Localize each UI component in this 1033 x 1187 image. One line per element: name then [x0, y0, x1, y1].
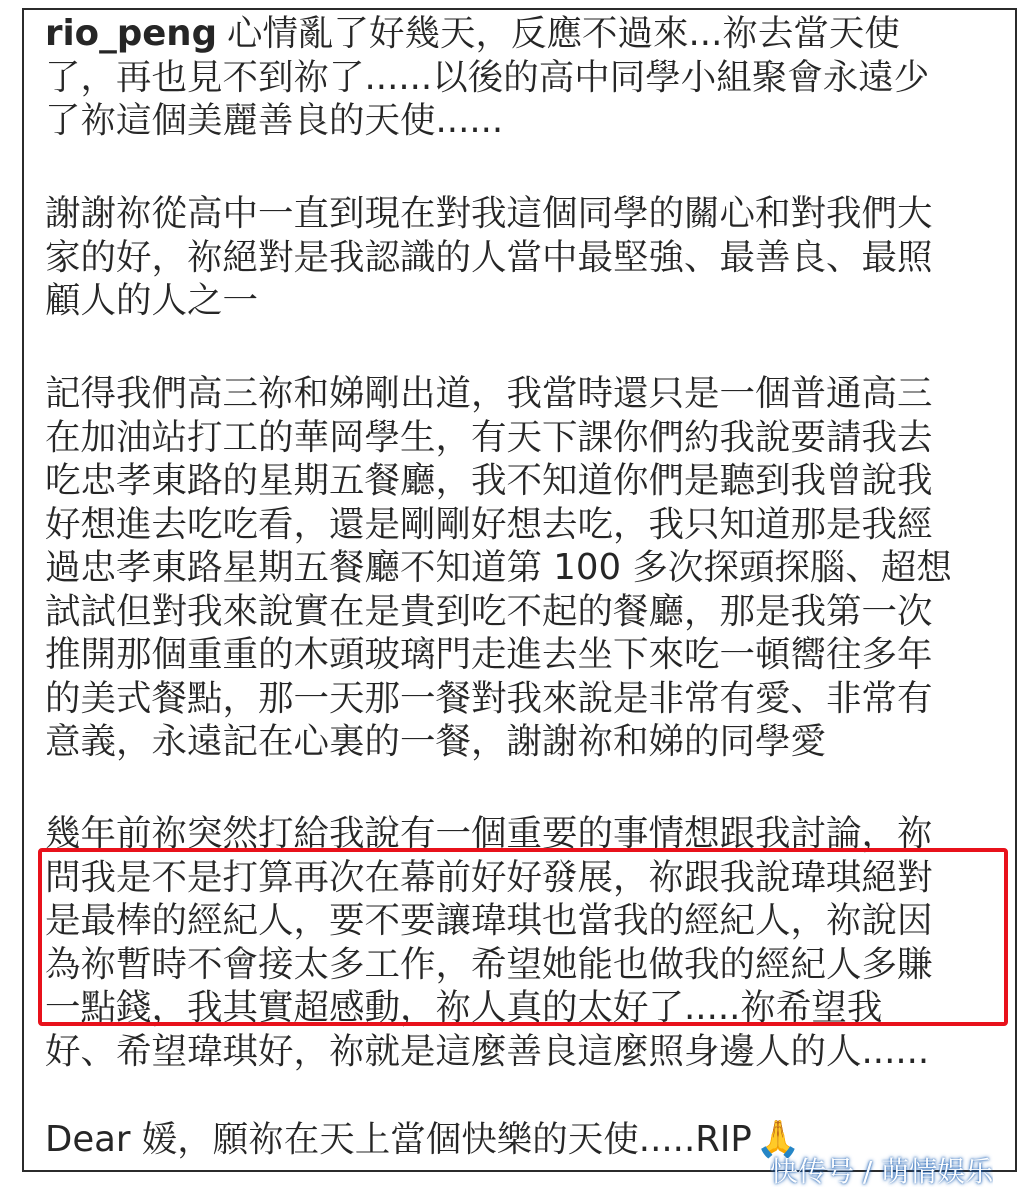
caption-line: 了祢這個美麗善良的天使......: [45, 100, 504, 141]
caption-line: 家的好，祢絕對是我認識的人當中最堅強、最善良、最照: [45, 236, 933, 278]
caption-line: 過忠孝東路星期五餐廳不知道第 100 多次探頭探腦、超想: [45, 547, 952, 588]
username[interactable]: rio_peng: [45, 13, 217, 54]
caption-paragraph-3: [45, 372, 1005, 764]
caption-line: 在加油站打工的華岡學生，有天下課你們約我說要請我去: [45, 416, 933, 458]
caption-text: 心情亂了好幾天，反應不過來...祢去當天使: [227, 13, 900, 54]
caption-line: 問我是不是打算再次在幕前好好發展，祢跟我說瑋琪絕對: [45, 856, 933, 898]
caption-line: 謝謝祢從高中一直到現在對我這個同學的關心和對我們大: [45, 193, 933, 234]
caption-line: 好、希望瑋琪好，祢就是這麼善良這麼照身邊人的人......: [45, 1030, 930, 1072]
caption-line: 記得我們高三祢和娣剛出道，我當時還只是一個普通高三: [45, 373, 933, 414]
caption-text: Dear 媛，願祢在天上當個快樂的天使.....RIP: [45, 1119, 752, 1160]
caption-line: 推開那個重重的木頭玻璃門走進去坐下來吃一頓嚮往多年: [45, 634, 933, 675]
caption-line: 試試但對我來說實在是貴到吃不起的餐廳，那是我第一次: [45, 590, 933, 632]
watermark: 快传号 / 萌情娱乐: [770, 1155, 994, 1187]
caption-line: 意義，永遠記在心裏的一餐，謝謝祢和娣的同學愛: [45, 721, 827, 762]
caption-line: 的美式餐點，那一天那一餐對我來說是非常有愛、非常有: [45, 677, 933, 719]
caption-line: 吃忠孝東路的星期五餐廳，我不知道你們是聽到我曾說我: [45, 460, 933, 501]
caption-line: 是最棒的經紀人，要不要讓瑋琪也當我的經紀人，祢說因: [45, 900, 933, 941]
caption-line: 為祢暫時不會接太多工作，希望她能也做我的經紀人多賺: [45, 943, 933, 985]
caption-line: 好想進去吃吃看，還是剛剛好想去吃，我只知道那是我經: [45, 503, 933, 545]
highlight-box: [38, 848, 1008, 1026]
caption-line: 顧人的人之一: [45, 280, 259, 321]
caption-line: [45, 12, 1005, 56]
praying-hands-icon: 🙏: [755, 1119, 801, 1160]
caption-paragraph-1: [45, 12, 1005, 143]
caption-line: 了，再也見不到祢了......以後的高中同學小組聚會永遠少: [45, 56, 930, 98]
caption-line: 幾年前祢突然打給我說有一個重要的事情想跟我討論，祢: [45, 813, 933, 854]
caption-paragraph-2: [45, 192, 1005, 323]
caption-line: 一點錢，我其實超感動，祢人真的太好了.....祢希望我: [45, 987, 883, 1028]
